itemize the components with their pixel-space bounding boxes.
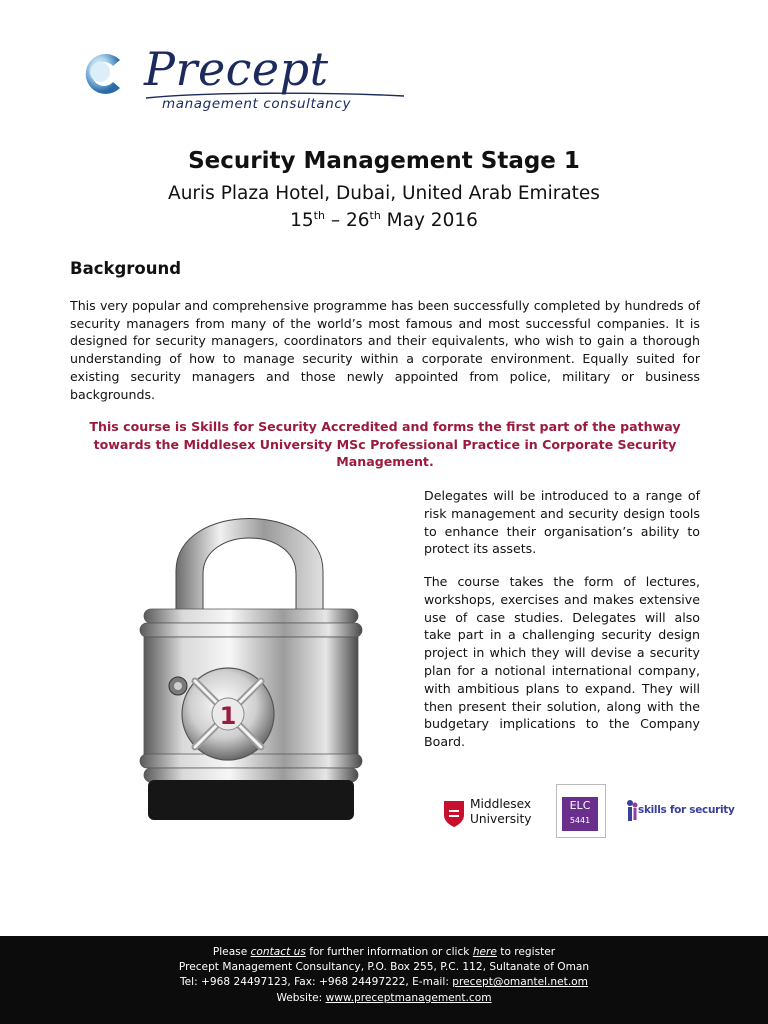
footer-line-1: Please contact us for further information or click here to register — [212, 946, 556, 958]
elc-label: ELC — [569, 799, 591, 812]
shield-icon — [442, 799, 466, 829]
accreditation-note: This course is Skills for Security Accredited and forms the first part of the pathway towards the Middlesex University MSc Professional Practice in Corporate Security Management. — [89, 419, 681, 470]
background-heading: Background — [70, 259, 182, 278]
page-title: Security Management Stage 1 — [188, 148, 580, 174]
precept-logo — [80, 42, 410, 118]
footer-contact-line: Tel: +968 24497123, Fax: +968 24497222, E-mail: precept@omantel.net.om — [179, 976, 588, 989]
middlesex-text: Middlesex University — [470, 797, 532, 826]
background-paragraph: This very popular and comprehensive programme has been successfully completed by hundreds of security managers from many of the world’s most famous and most successful companies. It is designed for security managers, coordinators and their equivalents, who wish to gain a thorough understanding of how to manage security within a corporate environment. Equally suited for existing security managers and those newly appointed from police, military or business backgrounds. — [70, 298, 700, 402]
people-icon — [626, 798, 638, 828]
email-link[interactable]: precept@omantel.net.om — [452, 976, 588, 989]
globe-logo-icon — [80, 50, 128, 98]
skills-for-security-text: skills for security — [638, 804, 735, 816]
details-paragraph-1: Delegates will be introduced to a range of risk management and security design tools to enhance their organisation’s ability to protect its assets. — [424, 488, 700, 557]
contact-us-link[interactable]: contact us — [250, 946, 306, 958]
elc-logo — [556, 784, 606, 838]
course-dates: 15th – 26th May 2016 — [290, 209, 478, 232]
elc-number: 5441 — [569, 816, 591, 825]
padlock-image — [48, 476, 412, 856]
venue: Auris Plaza Hotel, Dubai, United Arab Emirates — [168, 183, 600, 204]
skills-for-security-logo — [626, 796, 735, 832]
footer-website-line: Website: www.preceptmanagement.com — [276, 991, 492, 1004]
logo-tagline: management consultancy — [162, 96, 352, 112]
register-here-link[interactable]: here — [472, 946, 497, 958]
lock-number: 1 — [219, 702, 237, 730]
footer — [0, 936, 768, 1024]
logo-wordmark: Precept — [144, 42, 329, 96]
details-paragraph-2: The course takes the form of lectures, workshops, exercises and makes extensive use of case studies. Delegates will also take part in a challenging security design project in which they will devise a security plan for a notional international company, with ambitious plans to expand. They will then present their solution, along with the budgetary implications to the Company Board. — [424, 574, 700, 750]
footer-address: Precept Management Consultancy, P.O. Box 255, P.C. 112, Sultanate of Oman — [178, 961, 590, 974]
website-link[interactable]: www.preceptmanagement.com — [325, 991, 492, 1004]
middlesex-university-logo — [442, 797, 542, 831]
